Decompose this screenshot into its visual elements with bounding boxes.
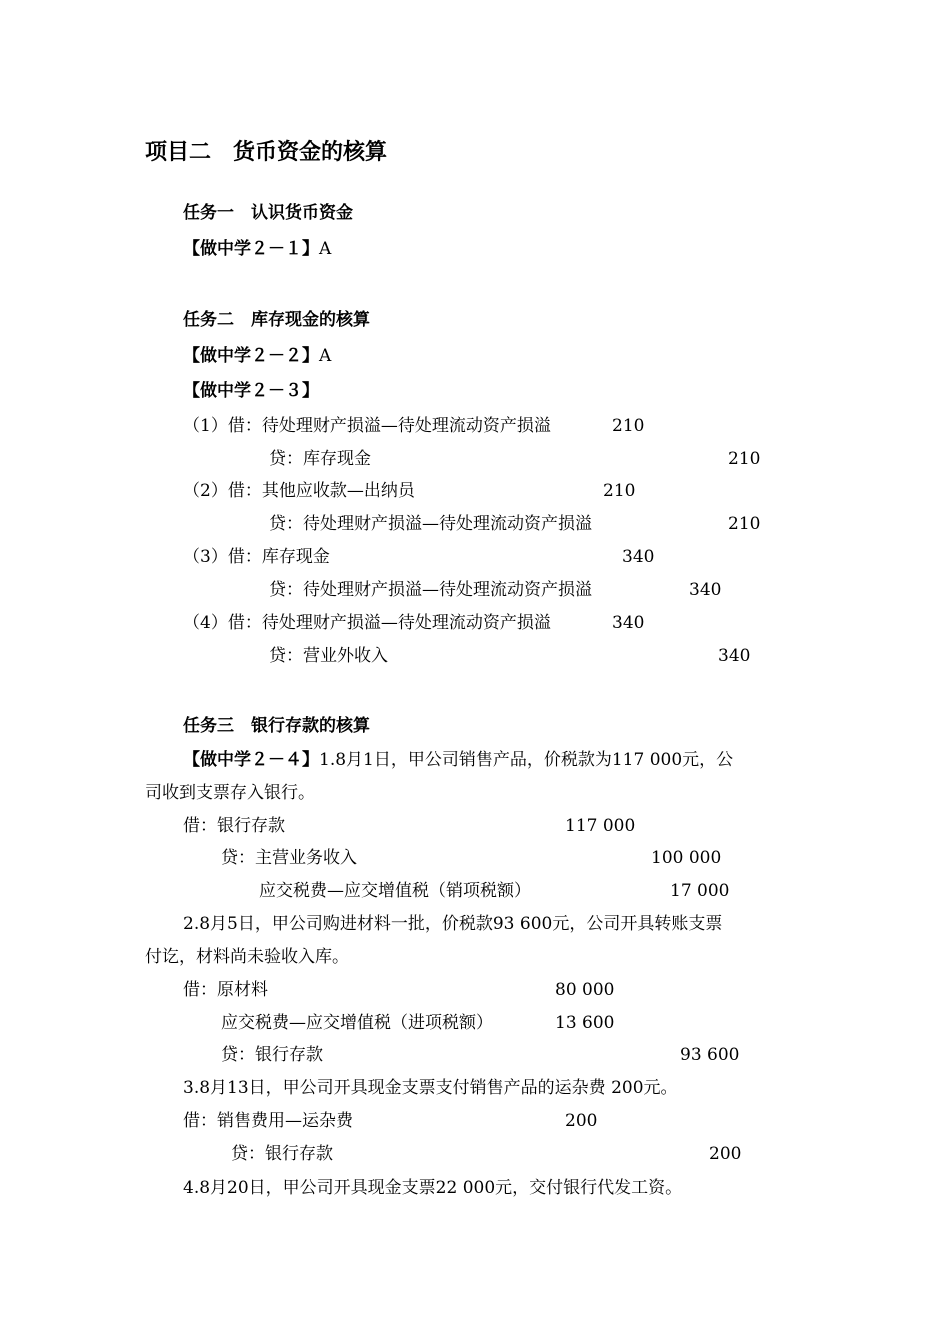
- entry3-debit: （3）借：库存现金: [183, 547, 330, 567]
- entry2-credit: 贷：待处理财产损溢—待处理流动资产损溢: [269, 514, 592, 534]
- entry1-debit-amount: 210: [612, 416, 645, 436]
- q1-answer: A: [319, 239, 332, 259]
- item1-entry-l3: 应交税费—应交增值税（销项税额）: [259, 881, 531, 901]
- task1-heading: 任务一 认识货币资金: [183, 203, 353, 223]
- task3-heading: 任务三 银行存款的核算: [183, 716, 370, 736]
- item2-paragraph-line1: 2.8月5日，甲公司购进材料一批，价税款93 600元，公司开具转账支票: [183, 914, 723, 934]
- item1-entry-l2: 贷：主营业务收入: [221, 848, 357, 868]
- item2-entry-l1-amount: 80 000: [555, 980, 615, 1000]
- q3-label: 【做中学２－３】: [183, 381, 319, 401]
- item3-entry-l1-amount: 200: [565, 1111, 598, 1131]
- task2-heading: 任务二 库存现金的核算: [183, 310, 370, 330]
- entry1-debit: （1）借：待处理财产损溢—待处理流动资产损溢: [183, 416, 551, 436]
- item2-entry-l2-amount: 13 600: [555, 1013, 615, 1033]
- item2-entry-l1: 借：原材料: [183, 980, 268, 1000]
- item1-paragraph-line1: [183, 749, 733, 771]
- entry2-debit: （2）借：其他应收款—出纳员: [183, 481, 415, 501]
- q4-label: 【做中学２－４】: [183, 750, 319, 770]
- q1-label: 【做中学２－１】: [183, 239, 319, 259]
- item2-entry-l3: 贷：银行存款: [221, 1045, 323, 1065]
- item2-entry-l3-amount: 93 600: [680, 1045, 740, 1065]
- entry3-credit: 贷：待处理财产损溢—待处理流动资产损溢: [269, 580, 592, 600]
- entry1-credit-amount: 210: [728, 449, 761, 469]
- item1-paragraph-line2: 司收到支票存入银行。: [145, 783, 315, 803]
- entry2-credit-amount: 210: [728, 514, 761, 534]
- entry4-credit-amount: 340: [718, 646, 751, 666]
- entry4-debit: （4）借：待处理财产损溢—待处理流动资产损溢: [183, 613, 551, 633]
- entry2-debit-amount: 210: [603, 481, 636, 501]
- item3-entry-l2: 贷：银行存款: [231, 1144, 333, 1164]
- q2-label: 【做中学２－２】: [183, 346, 319, 366]
- item2-entry-l2: 应交税费—应交增值税（进项税额）: [221, 1013, 493, 1033]
- item1-entry-l1: 借：银行存款: [183, 816, 285, 836]
- entry3-credit-amount: 340: [689, 580, 722, 600]
- item4-paragraph-line1: 4.8月20日，甲公司开具现金支票22 000元，交付银行代发工资。: [183, 1178, 683, 1198]
- entry1-credit: 贷：库存现金: [269, 449, 371, 469]
- item1-text: 1.8月1日，甲公司销售产品，价税款为117 000元，公: [319, 750, 734, 770]
- entry3-debit-amount: 340: [622, 547, 655, 567]
- page-title: 项目二 货币资金的核算: [145, 139, 388, 165]
- item3-entry-l1: 借：销售费用—运杂费: [183, 1111, 353, 1131]
- item3-paragraph-line1: 3.8月13日，甲公司开具现金支票支付销售产品的运杂费 200元。: [183, 1078, 678, 1098]
- q2-answer: A: [319, 346, 332, 366]
- entry4-credit: 贷：营业外收入: [269, 646, 388, 666]
- q1-line: [183, 238, 331, 260]
- q2-line: [183, 345, 331, 367]
- item3-entry-l2-amount: 200: [709, 1144, 742, 1164]
- item2-paragraph-line2: 付讫，材料尚未验收入库。: [145, 947, 349, 967]
- entry4-debit-amount: 340: [612, 613, 645, 633]
- item1-entry-l3-amount: 17 000: [670, 881, 730, 901]
- item1-entry-l2-amount: 100 000: [651, 848, 722, 868]
- item1-entry-l1-amount: 117 000: [565, 816, 636, 836]
